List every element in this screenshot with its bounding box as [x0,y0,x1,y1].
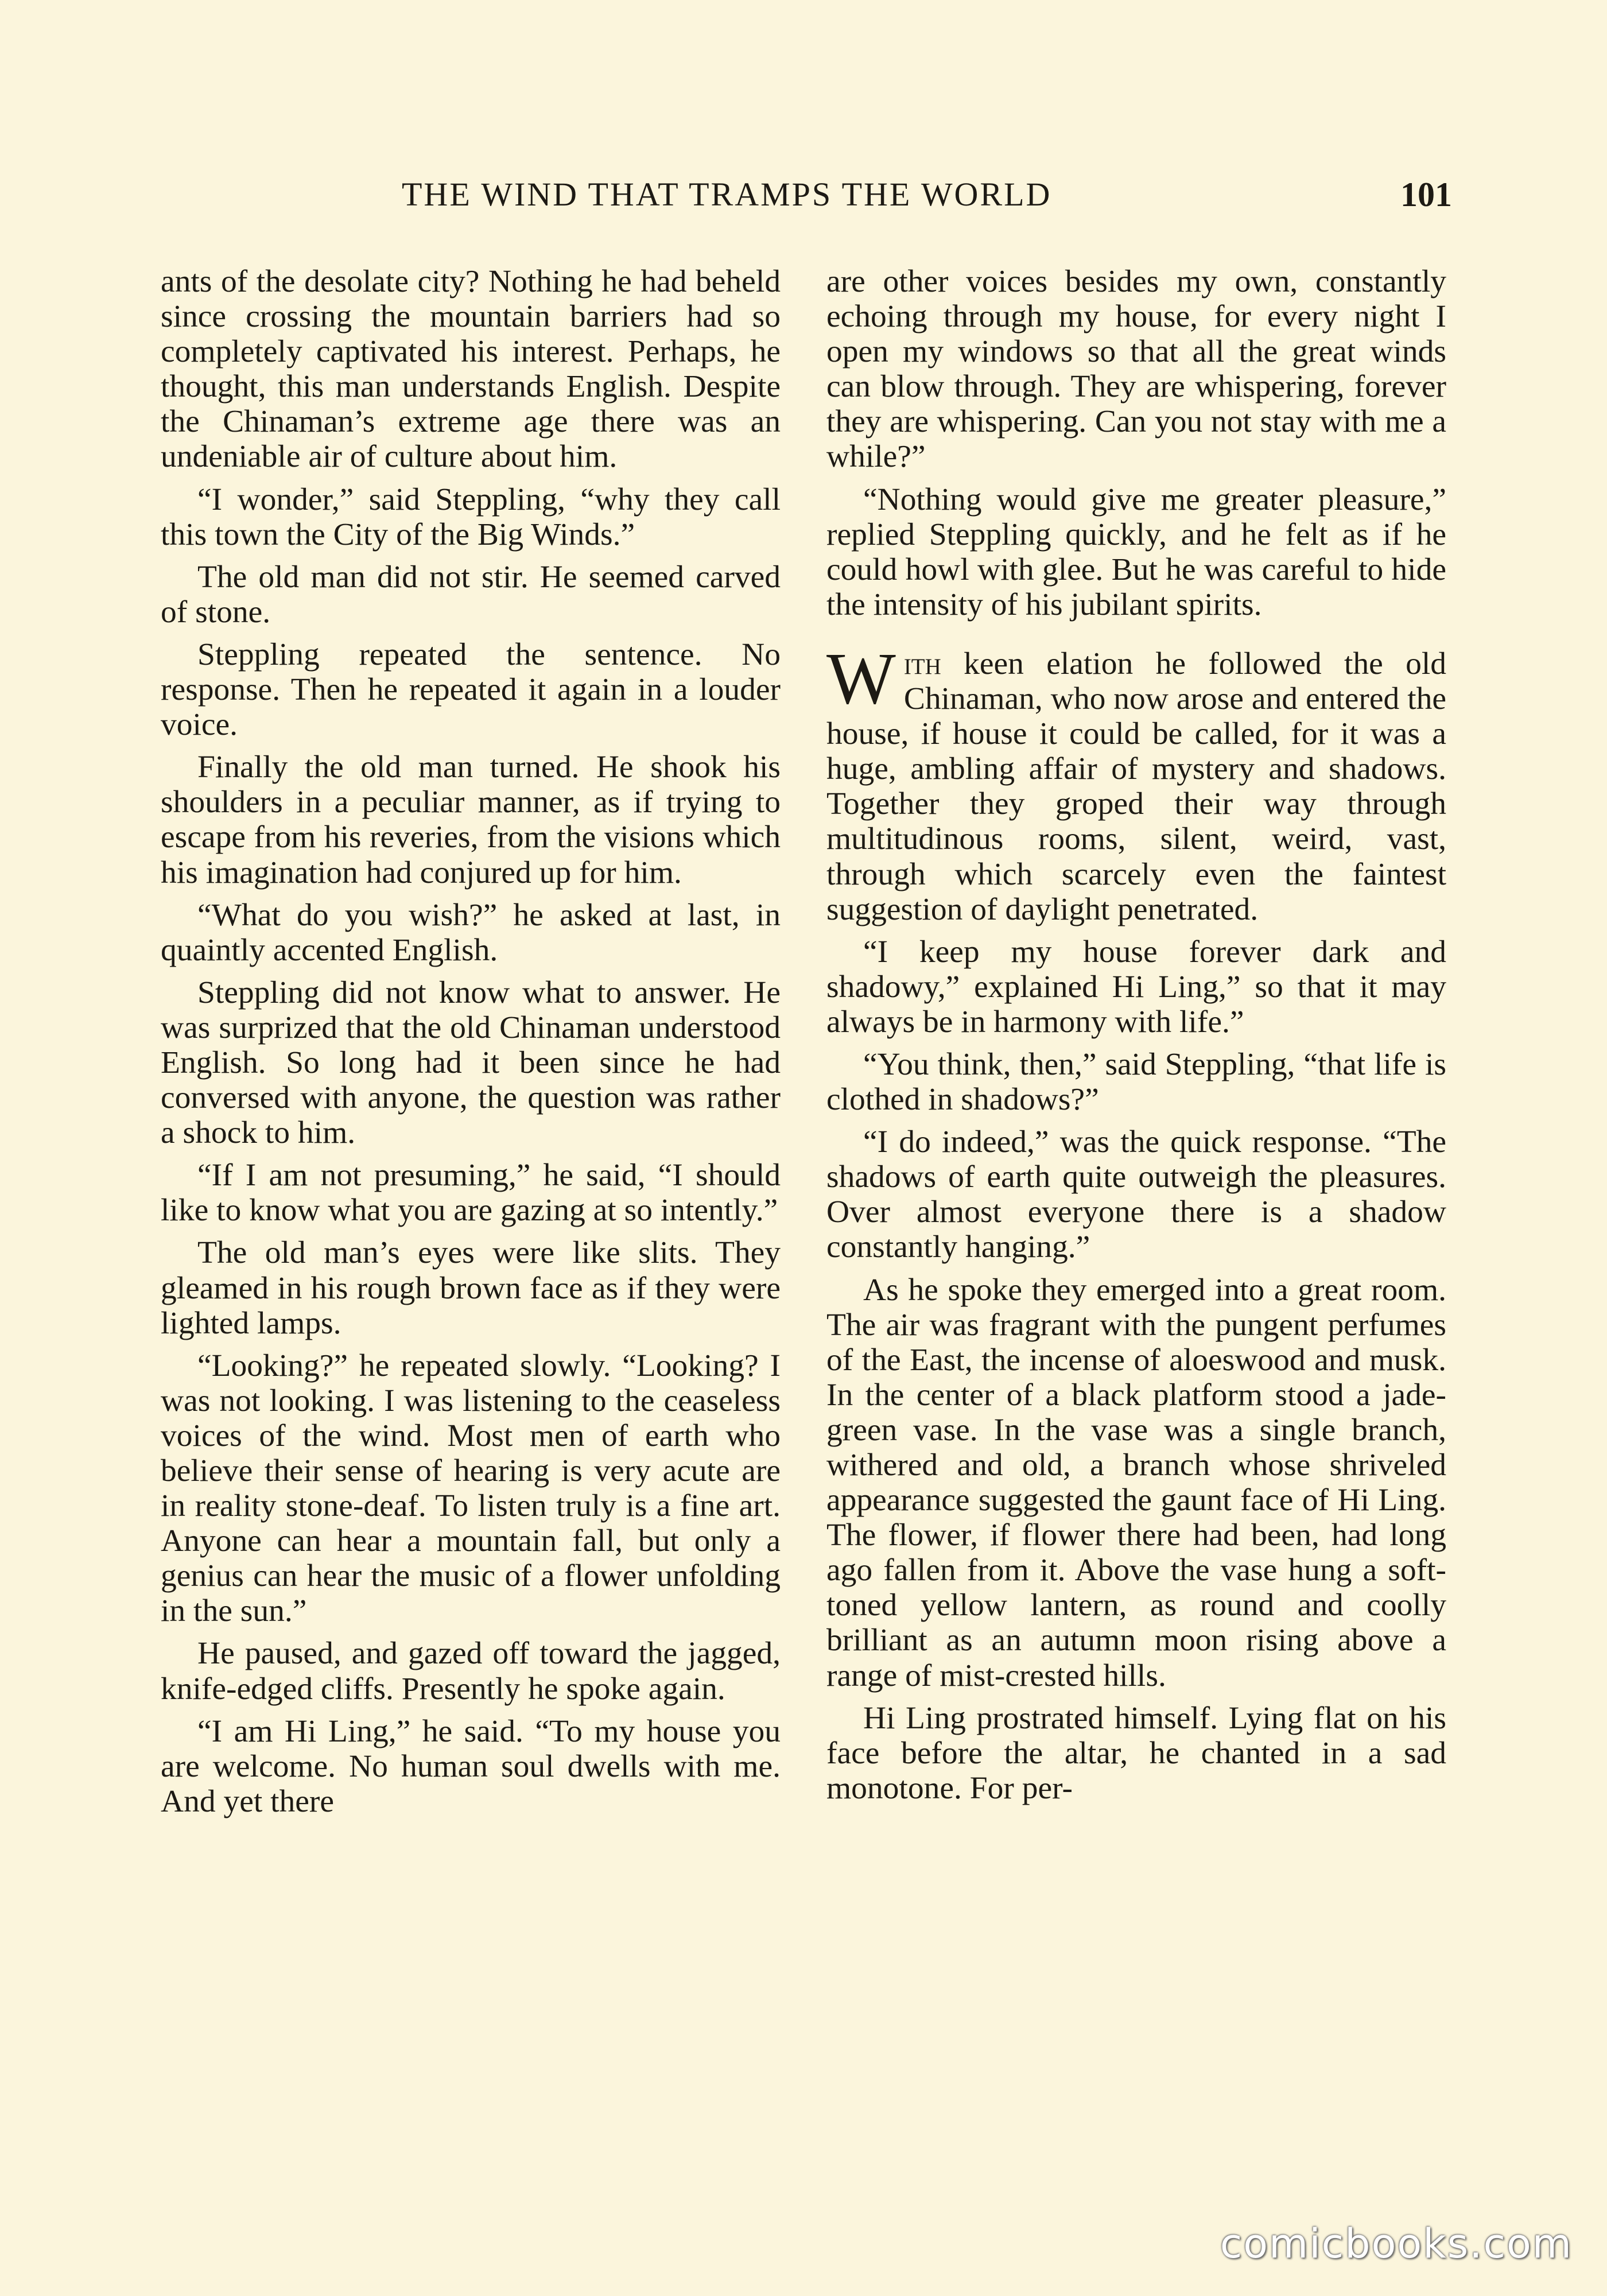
right-column [826,264,1446,1813]
paragraph: “Looking?” he repeated slowly. “Looking? I was not looking. I was listening to the ceaseless voices of the wind. Most men of earth who believe their sense of hearing is very acute are in reality stone-deaf. To listen truly is a fine art. Anyone can hear a mountain fall, but only a genius can hear the music of a flower unfolding in the sun.” [161,1348,781,1629]
paragraph: “I keep my house forever dark and shadowy,” explained Hi Ling,” so that it may always be in harmony with life.” [826,934,1446,1040]
page-number: 101 [1400,176,1452,214]
paragraph: ants of the desolate city? Nothing he had beheld since crossing the mountain barriers had so completely captivated his interest. Perhaps, he thought, this man understands English. Despite the Chinaman’s extreme age there was an undeniable air of culture about him. [161,264,781,475]
paragraph: The old man’s eyes were like slits. They gleamed in his rough brown face as if they were lighted lamps. [161,1235,781,1341]
left-column [161,264,781,1826]
site-watermark: comicbooks.com [1220,2220,1573,2267]
paragraph: The old man did not stir. He seemed carved of stone. [161,559,781,630]
paragraph: “Nothing would give me greater pleasure,” replied Steppling quickly, and he felt as if he could howl with glee. But he was careful to hide the intensity of his jubilant spirits. [826,482,1446,622]
paragraph: “What do you wish?” he asked at last, in quaintly accented English. [161,897,781,968]
small-caps-lead: ith [903,646,941,681]
paragraph: Hi Ling prostrated himself. Lying flat on his face before the altar, he chanted in a sad monotone. For per- [826,1700,1446,1806]
paragraph: Finally the old man turned. He shook his shoulders in a peculiar manner, as if trying to escape from his reveries, from the visions which his imagination had conjured up for him. [161,750,781,890]
section-text: keen elation he followed the old Chinaman, who now arose and entered the house, if house it could be called, for it was a huge, ambling affair of mystery and shadows. Together they groped their way through multitudinous rooms, silent, weird, vast, through which scarcely even the faintest suggestion of daylight penetrated. [826,646,1446,927]
paragraph: “I do indeed,” was the quick response. “The shadows of earth quite outweigh the pleasures. Over almost everyone there is a shadow constantly hanging.” [826,1124,1446,1265]
paragraph: “I am Hi Ling,” he said. “To my house you are welcome. No human soul dwells with me. And yet there [161,1713,781,1819]
section-opening-paragraph [826,637,1446,927]
drop-cap: W [826,637,896,719]
paragraph: are other voices besides my own, constantly echoing through my house, for every night I open my windows so that all the great winds can blow through. They are whispering, forever they are whispering. Can you not stay with me a while?” [826,264,1446,475]
paragraph: He paused, and gazed off toward the jagged, knife-edged cliffs. Presently he spoke again. [161,1636,781,1707]
paragraph: Steppling did not know what to answer. He was surprized that the old Chinaman understood English. So long had it been since he had conversed with anyone, the question was rather a shock to him. [161,975,781,1151]
paragraph: “If I am not presuming,” he said, “I should like to know what you are gazing at so intently.” [161,1158,781,1228]
paragraph: As he spoke they emerged into a great room. The air was fragrant with the pungent perfumes of the East, the incense of aloeswood and musk. In the center of a black platform stood a jade-green vase. In the vase was a single branch, withered and old, a branch whose shriveled appearance suggested the gaunt face of Hi Ling. The flower, if flower there had been, had long ago fallen from it. Above the vase hung a soft-toned yellow lantern, as round and coolly brilliant as an autumn moon rising above a range of mist-crested hills. [826,1272,1446,1693]
running-title: THE WIND THAT TRAMPS THE WORLD [402,176,1052,213]
page-header [402,175,1452,221]
paragraph: “I wonder,” said Steppling, “why they call this town the City of the Big Winds.” [161,482,781,552]
paragraph: “You think, then,” said Steppling, “that life is clothed in shadows?” [826,1046,1446,1118]
paragraph: Steppling repeated the sentence. No response. Then he repeated it again in a louder voice. [161,637,781,743]
